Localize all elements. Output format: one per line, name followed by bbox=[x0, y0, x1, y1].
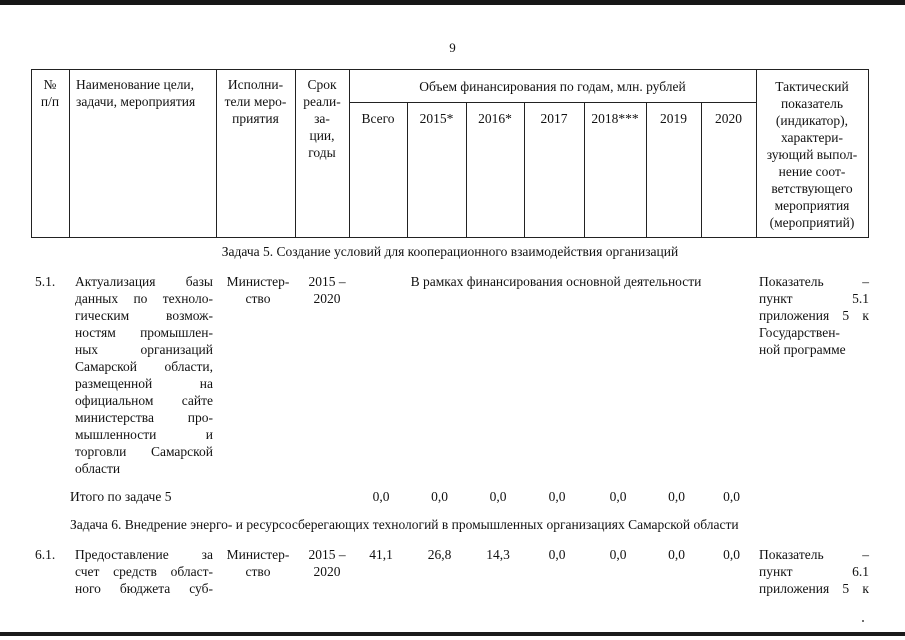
task6-row-value: 0,0 bbox=[668, 547, 685, 562]
header-year-2016: 2016* bbox=[478, 111, 512, 126]
task6-row-value: 26,8 bbox=[427, 547, 452, 562]
task5-total-value: 0,0 bbox=[548, 489, 566, 504]
header-term: Срок реали- за- ции, годы bbox=[303, 77, 341, 160]
task6-row-value: 41,1 bbox=[369, 547, 393, 562]
header-year-total: Всего bbox=[361, 111, 395, 126]
top-border-bar bbox=[0, 0, 905, 5]
header-year-2020: 2020 bbox=[715, 111, 742, 126]
task5-total-value: 0,0 bbox=[723, 489, 740, 504]
task5-total-value: 0,0 bbox=[431, 489, 448, 504]
header-year-2018: 2018*** bbox=[591, 111, 639, 126]
task5-total-value: 0,0 bbox=[489, 489, 507, 504]
task5-total-value: 0,0 bbox=[668, 489, 685, 504]
task5-total-label: Итого по задаче 5 bbox=[70, 489, 172, 504]
header-num: № п/п bbox=[40, 77, 60, 109]
task6-row-value: 14,3 bbox=[486, 547, 510, 562]
header-financing: Объем финансирования по годам, млн. рублей bbox=[419, 79, 686, 94]
page-number: 9 bbox=[449, 40, 456, 55]
task6-row-term: 2015 – 2020 bbox=[308, 547, 346, 579]
header-year-2017: 2017 bbox=[540, 111, 568, 126]
task5-title: Задача 5. Создание условий для кооперационного взаимодействия организаций bbox=[221, 244, 679, 259]
task5-row-term: 2015 – 2020 bbox=[308, 274, 346, 306]
task6-row-value: 0,0 bbox=[723, 547, 740, 562]
header-year-2015: 2015* bbox=[419, 111, 454, 126]
bottom-border-bar bbox=[0, 632, 905, 636]
header-name: Наименование цели, задачи, мероприятия bbox=[76, 77, 196, 109]
task6-row-value: 0,0 bbox=[548, 547, 566, 562]
task5-total-value: 0,0 bbox=[372, 489, 390, 504]
task5-row-executor: Министер- ство bbox=[226, 274, 290, 306]
task6-row-value: 0,0 bbox=[609, 547, 627, 562]
task6-title: Задача 6. Внедрение энерго- и ресурсосберегающих технологий в промышленных организациях Самарской области bbox=[70, 517, 739, 532]
task5-total-value: 0,0 bbox=[609, 489, 627, 504]
task6-row-number: 6.1. bbox=[35, 547, 56, 562]
task5-row-number: 5.1. bbox=[35, 274, 56, 289]
task6-row-executor: Министер- ство bbox=[226, 547, 290, 579]
header-year-2019: 2019 bbox=[660, 111, 687, 126]
header-executor: Исполни- тели меро- приятия bbox=[224, 77, 287, 126]
header-indicator: Тактический показатель (индикатор), характери- зующий выпол- нение соот- ветствующего мероприятия (мероприятий) bbox=[766, 79, 858, 230]
task5-financing-note: В рамках финансирования основной деятельности bbox=[410, 274, 702, 289]
scan-speck bbox=[862, 620, 864, 622]
